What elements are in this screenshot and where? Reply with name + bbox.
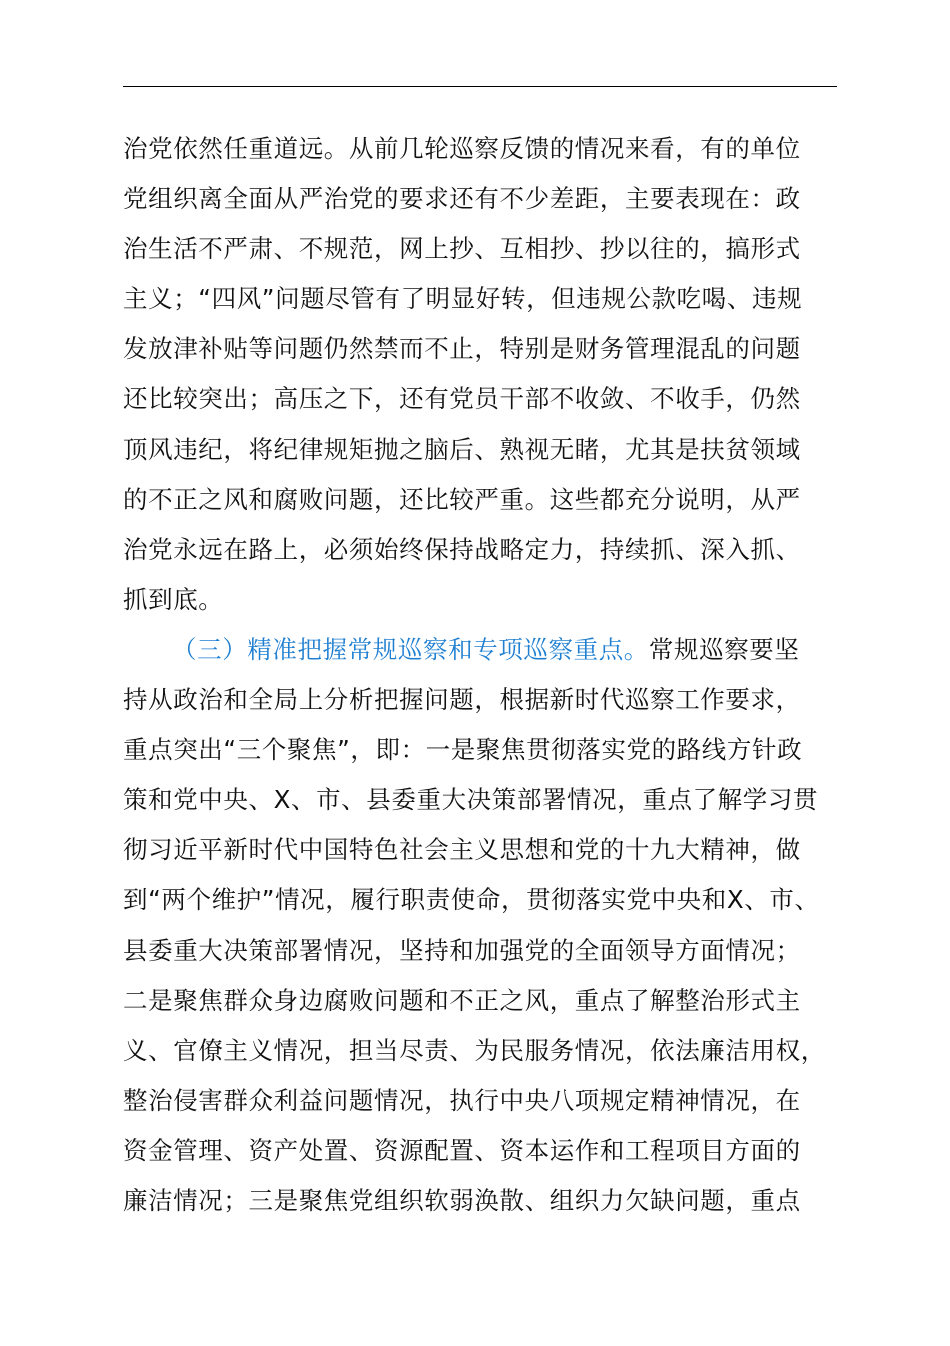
paragraph-line: 还比较突出；高压之下，还有党员干部不收敛、不收手，仍然 <box>123 384 801 414</box>
paragraph-line: 整治侵害群众利益问题情况，执行中央八项规定精神情况，在 <box>123 1085 801 1115</box>
header-rule <box>123 86 837 87</box>
section-heading: （三）精准把握常规巡察和专项巡察重点。 <box>172 634 649 664</box>
paragraph-line: 顶风违纪，将纪律规矩抛之脑后、熟视无睹，尤其是扶贫领域 <box>123 434 801 464</box>
paragraph-line: 持从政治和全局上分析把握问题，根据新时代巡察工作要求， <box>123 685 801 715</box>
paragraph-line: 资金管理、资产处置、资源配置、资本运作和工程项目方面的 <box>123 1135 801 1165</box>
section-heading-line <box>123 625 868 675</box>
paragraph-line: 重点突出“三个聚焦”，即：一是聚焦贯彻落实党的路线方针政 <box>123 735 803 765</box>
paragraph-line: 廉洁情况；三是聚焦党组织软弱涣散、组织力欠缺问题，重点 <box>123 1185 801 1215</box>
paragraph-line: 主义；“四风”问题尽管有了明显好转，但违规公款吃喝、违规 <box>123 284 803 314</box>
paragraph-line: 彻习近平新时代中国特色社会主义思想和党的十九大精神，做 <box>123 835 801 865</box>
paragraph-line: 县委重大决策部署情况，坚持和加强党的全面领导方面情况； <box>123 935 801 965</box>
paragraph-line: 义、官僚主义情况，担当尽责、为民服务情况，依法廉洁用权， <box>123 1035 826 1065</box>
body-text <box>123 124 868 1226</box>
paragraph-line: 抓到底。 <box>123 584 224 614</box>
paragraph-line: 二是聚焦群众身边腐败问题和不正之风，重点了解整治形式主 <box>123 985 801 1015</box>
paragraph-line: 策和党中央、X、市、县委重大决策部署情况，重点了解学习贯 <box>123 785 819 815</box>
section-lead-text: 常规巡察要坚 <box>648 634 800 664</box>
paragraph-line: 党组织离全面从严治党的要求还有不少差距，主要表现在：政 <box>123 184 801 214</box>
paragraph-line: 治生活不严肃、不规范，网上抄、互相抄、抄以往的，搞形式 <box>123 234 801 264</box>
paragraph-line: 治党永远在路上，必须始终保持战略定力，持续抓、深入抓、 <box>123 534 801 564</box>
paragraph-line: 治党依然任重道远。从前几轮巡察反馈的情况来看，有的单位 <box>123 134 801 163</box>
paragraph-line: 的不正之风和腐败问题，还比较严重。这些都充分说明，从严 <box>123 484 801 514</box>
paragraph-line: 发放津补贴等问题仍然禁而不止，特别是财务管理混乱的问题 <box>123 334 801 364</box>
paragraph-line: 到“两个维护”情况，履行职责使命，贯彻落实党中央和X、市、 <box>123 885 820 915</box>
